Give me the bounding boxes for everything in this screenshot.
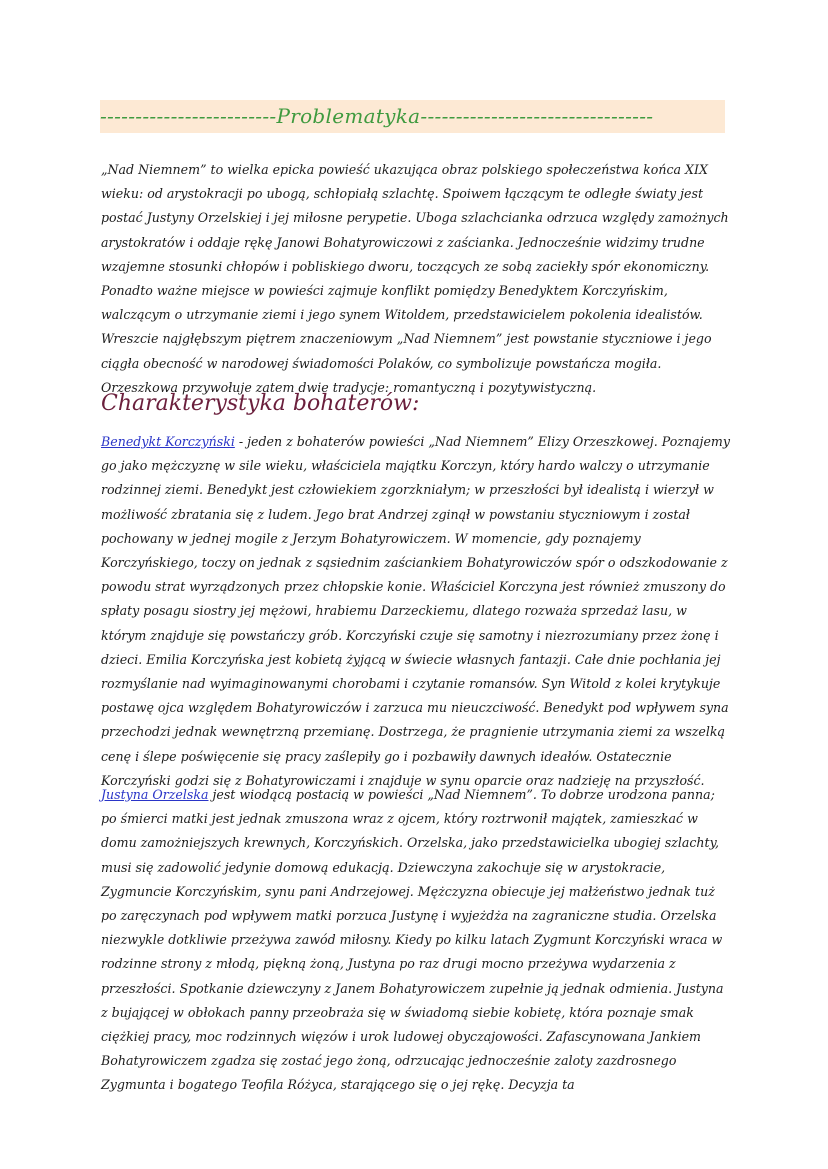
characters-heading: Charakterystyka bohaterów: (101, 391, 420, 416)
benedykt-paragraph (101, 430, 731, 793)
benedykt-link[interactable]: Benedykt Korczyński (101, 434, 235, 449)
justyna-paragraph (101, 783, 731, 1098)
justyna-text: jest wiodącą postacią w powieści „Nad Niemnem”. To dobrze urodzona panna; po śmierci matki jest jednak zmuszona wraz z ojcem, który roztrwonił majątek, zamieszkać w domu zamożniejszych krewnych, Korczyńskich. Orzelska, jako przedstawicielka ubogiej szlachty, musi się zadowolić jedynie domową edukacją. Dziewczyna zakochuje się w arystokracie, Zygmuncie Korczyńskim, synu pani Andrzejowej. Mężczyzna obiecuje jej małżeństwo jednak tuż po zaręczynach pod wpływem matki porzuca Justynę i wyjeżdża na zagraniczne studia. Orzelska niezwykle dotkliwie przeżywa zawód miłosny. Kiedy po kilku latach Zygmunt Korczyński wraca w rodzinne strony z młodą, piękną żoną, Justyna po raz drugi mocno przeżywa wydarzenia z przeszłości. Spotkanie dziewczyny z Janem Bohatyrowiczem zupełnie ją jednak odmienia. Justyna z bujającej w obłokach panny przeobraża się w świadomą siebie kobietę, która poznaje smak ciężkiej pracy, moc rodzinnych więzów i urok ludowej obyczajowości. Zafascynowana Jankiem Bohatyrowiczem zgadza się zostać jego żoną, odrzucając jednocześnie zaloty zazdrosnego Zygmunta i bogatego Teofila Różyca, starającego się o jej rękę. Decyzja ta (101, 787, 724, 1093)
justyna-link[interactable]: Justyna Orzelska (101, 787, 209, 802)
intro-paragraph: „Nad Niemnem” to wielka epicka powieść ukazująca obraz polskiego społeczeństwa końca XIX wieku: od arystokracji po ubogą, schłopiałą szlachtę. Spoiwem łączącym te odległe światy jest postać Justyny Orzelskiej i jej miłosne perypetie. Uboga szlachcianka odrzuca względy zamożnych arystokratów i oddaje rękę Janowi Bohatyrowiczowi z zaścianka. Jednocześnie widzimy trudne wzajemne stosunki chłopów i pobliskiego dworu, toczących ze sobą zaciekły spór ekonomiczny. Ponadto ważne miejsce w powieści zajmuje konflikt pomiędzy Benedyktem Korczyńskim, walczącym o utrzymanie ziemi i jego synem Witoldem, przedstawicielem pokolenia idealistów. Wreszcie najgłębszym piętrem znaczeniowym „Nad Niemnem” jest powstanie styczniowe i jego ciągła obecność w narodowej świadomości Polaków, co symbolizuje powstańcza mogiła. Orzeszkowa przywołuje zatem dwie tradycje: romantyczną i pozytywistyczną. (101, 162, 729, 395)
benedykt-text: - jeden z bohaterów powieści „Nad Niemnem” Elizy Orzeszkowej. Poznajemy go jako mężczyznę w sile wieku, właściciela majątku Korczyn, który hardo walczy o utrzymanie rodzinnej ziemi. Benedykt jest człowiekiem zgorzkniałym; w przeszłości był idealistą i wierzył w możliwość zbratania się z ludem. Jego brat Andrzej zginął w powstaniu styczniowym i został pochowany w jednej mogile z Jerzym Bohatyrowiczem. W momencie, gdy poznajemy Korczyńskiego, toczy on jednak z sąsiednim zaściankiem Bohatyrowiczów spór o odszkodowanie z powodu strat wyrządzonych przez chłopskie konie. Właściciel Korczyna jest również zmuszony do spłaty posagu siostry jej mężowi, hrabiemu Darzeckiemu, dlatego rozważa sprzedaż lasu, w którym znajduje się powstańczy grób. Korczyński czuje się samotny i niezrozumiany przez żonę i dzieci. Emilia Korczyńska jest kobietą żyjącą w świecie własnych fantazji. Całe dnie pochłania jej rozmyślanie nad wyimaginowanymi chorobami i czytanie romansów. Syn Witold z kolei krytykuje postawę ojca względem Bohatyrowiczów i zarzuca mu nieuczciwość. Benedykt pod wpływem syna przechodzi jednak wewnętrzną przemianę. Dostrzega, że pragnienie utrzymania ziemi za wszelką cenę i ślepe poświęcenie się pracy zaślepiły go i pozbawiły dawnych ideałów. Ostatecznie Korczyński godzi się z Bohatyrowiczami i znajduje w synu oparcie oraz nadzieję na przyszłość. (101, 434, 730, 788)
section-banner-problematyka: -------------------------Problematyka--------------------------------- (100, 100, 725, 133)
